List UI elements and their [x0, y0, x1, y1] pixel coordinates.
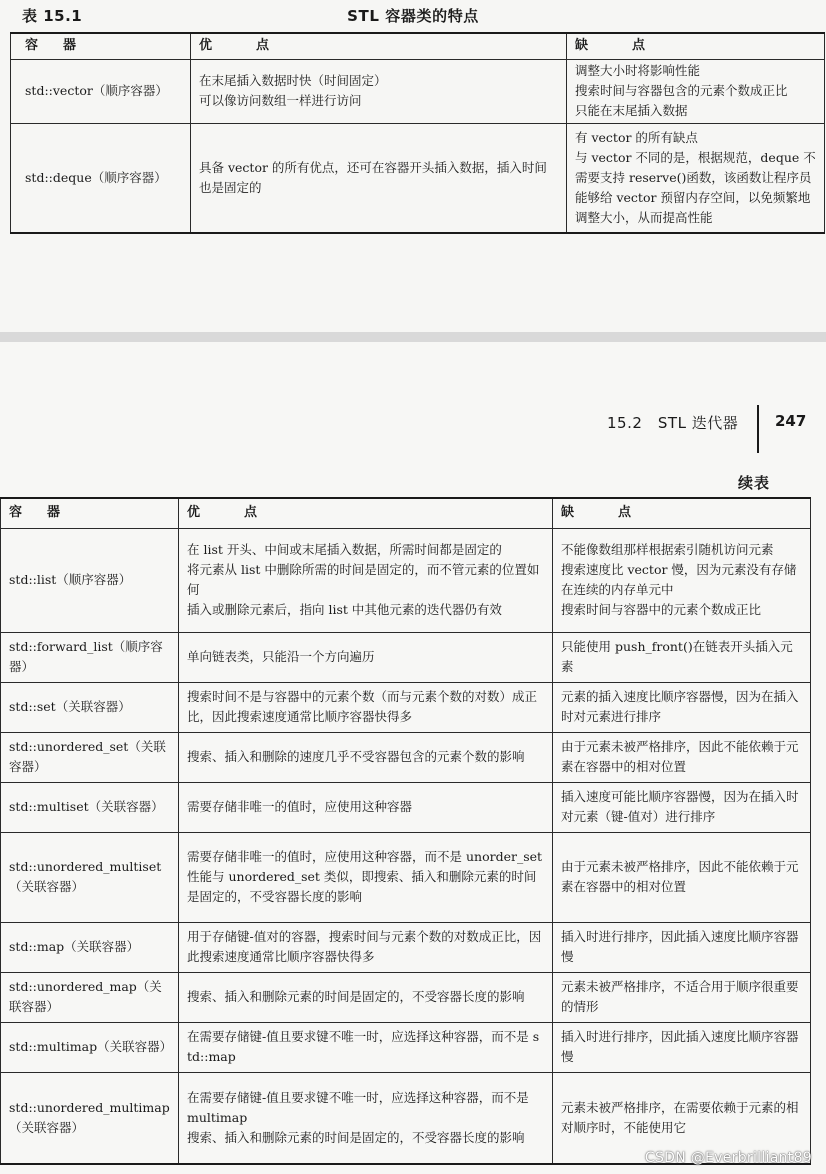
- container-cell: std::unordered_multimap（关联容器）: [1, 1072, 179, 1164]
- table-row: [1, 632, 811, 682]
- running-head-divider: [757, 405, 759, 453]
- pros-cell: 具备 vector 的所有优点，还可在容器开头插入数据，插入时间也是固定的: [191, 123, 567, 233]
- cons-cell: 调整大小时将影响性能 搜索时间与容器包含的元素个数成正比 只能在末尾插入数据: [567, 59, 825, 123]
- header-pros: 优 点: [179, 498, 553, 528]
- table-row: [1, 832, 811, 922]
- cons-cell: 有 vector 的所有缺点 与 vector 不同的是，根据规范，deque 不需要支持 reserve()函数，该函数让程序员能够给 vector 预留内存空间，以免频繁地调整大小，从而提高性能: [567, 123, 825, 233]
- pros-cell: 在末尾插入数据时快（时间固定） 可以像访问数组一样进行访问: [191, 59, 567, 123]
- page-separator: [0, 332, 826, 342]
- table-caption: STL 容器类的特点: [347, 7, 479, 25]
- container-cell: std::unordered_multiset（关联容器）: [1, 832, 179, 922]
- header-cons: 缺 点: [553, 498, 811, 528]
- table-row: [1, 682, 811, 732]
- container-cell: std::vector（顺序容器）: [11, 59, 191, 123]
- cons-cell: 元素的插入速度比顺序容器慢，因为在插入时对元素进行排序: [553, 682, 811, 732]
- page-number: 247: [775, 412, 807, 430]
- cons-cell: 插入时进行排序，因此插入速度比顺序容器慢: [553, 922, 811, 972]
- cons-cell: 元素未被严格排序，在需要依赖于元素的相对顺序时，不能使用它: [553, 1072, 811, 1164]
- table-row: [1, 1022, 811, 1072]
- cons-cell: 插入时进行排序，因此插入速度比顺序容器慢: [553, 1022, 811, 1072]
- container-cell: std::deque（顺序容器）: [11, 123, 191, 233]
- header-container: 容 器: [11, 33, 191, 59]
- cons-cell: 由于元素未被严格排序，因此不能依赖于元素在容器中的相对位置: [553, 732, 811, 782]
- cons-cell: 插入速度可能比顺序容器慢，因为在插入时对元素（键-值对）进行排序: [553, 782, 811, 832]
- container-cell: std::set（关联容器）: [1, 682, 179, 732]
- table-row: [1, 922, 811, 972]
- table-row: [11, 123, 825, 233]
- pros-cell: 搜索、插入和删除的速度几乎不受容器包含的元素个数的影响: [179, 732, 553, 782]
- pros-cell: 需要存储非唯一的值时，应使用这种容器: [179, 782, 553, 832]
- cons-cell: 由于元素未被严格排序，因此不能依赖于元素在容器中的相对位置: [553, 832, 811, 922]
- container-cell: std::unordered_map（关联容器）: [1, 972, 179, 1022]
- pros-cell: 在需要存储键-值且要求键不唯一时，应选择这种容器，而不是 std::map: [179, 1022, 553, 1072]
- pros-cell: 搜索、插入和删除元素的时间是固定的，不受容器长度的影响: [179, 972, 553, 1022]
- stl-features-table: [10, 32, 825, 234]
- header-cons: 缺 点: [567, 33, 825, 59]
- table-row: [1, 972, 811, 1022]
- container-cell: std::list（顺序容器）: [1, 528, 179, 632]
- table-label: 表 15.1: [22, 7, 83, 25]
- cons-cell: 元素未被严格排序，不适合用于顺序很重要的情形: [553, 972, 811, 1022]
- container-cell: std::multimap（关联容器）: [1, 1022, 179, 1072]
- stl-features-table-continued: [0, 497, 811, 1165]
- cons-cell: 不能像数组那样根据索引随机访问元素 搜索速度比 vector 慢，因为元素没有存储在连续的内存单元中 搜索时间与容器中的元素个数成正比: [553, 528, 811, 632]
- container-cell: std::map（关联容器）: [1, 922, 179, 972]
- pros-cell: 用于存储键-值对的容器，搜索时间与元素个数的对数成正比，因此搜索速度通常比顺序容器快得多: [179, 922, 553, 972]
- header-container: 容 器: [1, 498, 179, 528]
- pros-cell: 在需要存储键-值且要求键不唯一时，应选择这种容器，而不是 multimap 搜索、插入和删除元素的时间是固定的，不受容器长度的影响: [179, 1072, 553, 1164]
- pros-cell: 单向链表类，只能沿一个方向遍历: [179, 632, 553, 682]
- table-row: [1, 732, 811, 782]
- table-header-row: [1, 498, 811, 528]
- pros-cell: 需要存储非唯一的值时，应使用这种容器，而不是 unorder_set 性能与 unordered_set 类似，即搜索、插入和删除元素的时间是固定的，不受容器长度的影响: [179, 832, 553, 922]
- container-cell: std::multiset（关联容器）: [1, 782, 179, 832]
- container-cell: std::forward_list（顺序容器）: [1, 632, 179, 682]
- pros-cell: 搜索时间不是与容器中的元素个数（而与元素个数的对数）成正比，因此搜索速度通常比顺序容器快得多: [179, 682, 553, 732]
- table-row: [1, 528, 811, 632]
- table-row: [11, 59, 825, 123]
- table-row: [1, 782, 811, 832]
- continued-label: 续表: [738, 474, 771, 492]
- table-header-row: [11, 33, 825, 59]
- pros-cell: 在 list 开头、中间或末尾插入数据，所需时间都是固定的 将元素从 list 中删除所需的时间是固定的，而不管元素的位置如何 插入或删除元素后，指向 list 中其他元素的迭代器仍有效: [179, 528, 553, 632]
- container-cell: std::unordered_set（关联容器）: [1, 732, 179, 782]
- header-pros: 优 点: [191, 33, 567, 59]
- watermark: CSDN @Everbrilliant89: [644, 1150, 812, 1166]
- running-head: 15.2 STL 迭代器: [607, 414, 739, 432]
- cons-cell: 只能使用 push_front()在链表开头插入元素: [553, 632, 811, 682]
